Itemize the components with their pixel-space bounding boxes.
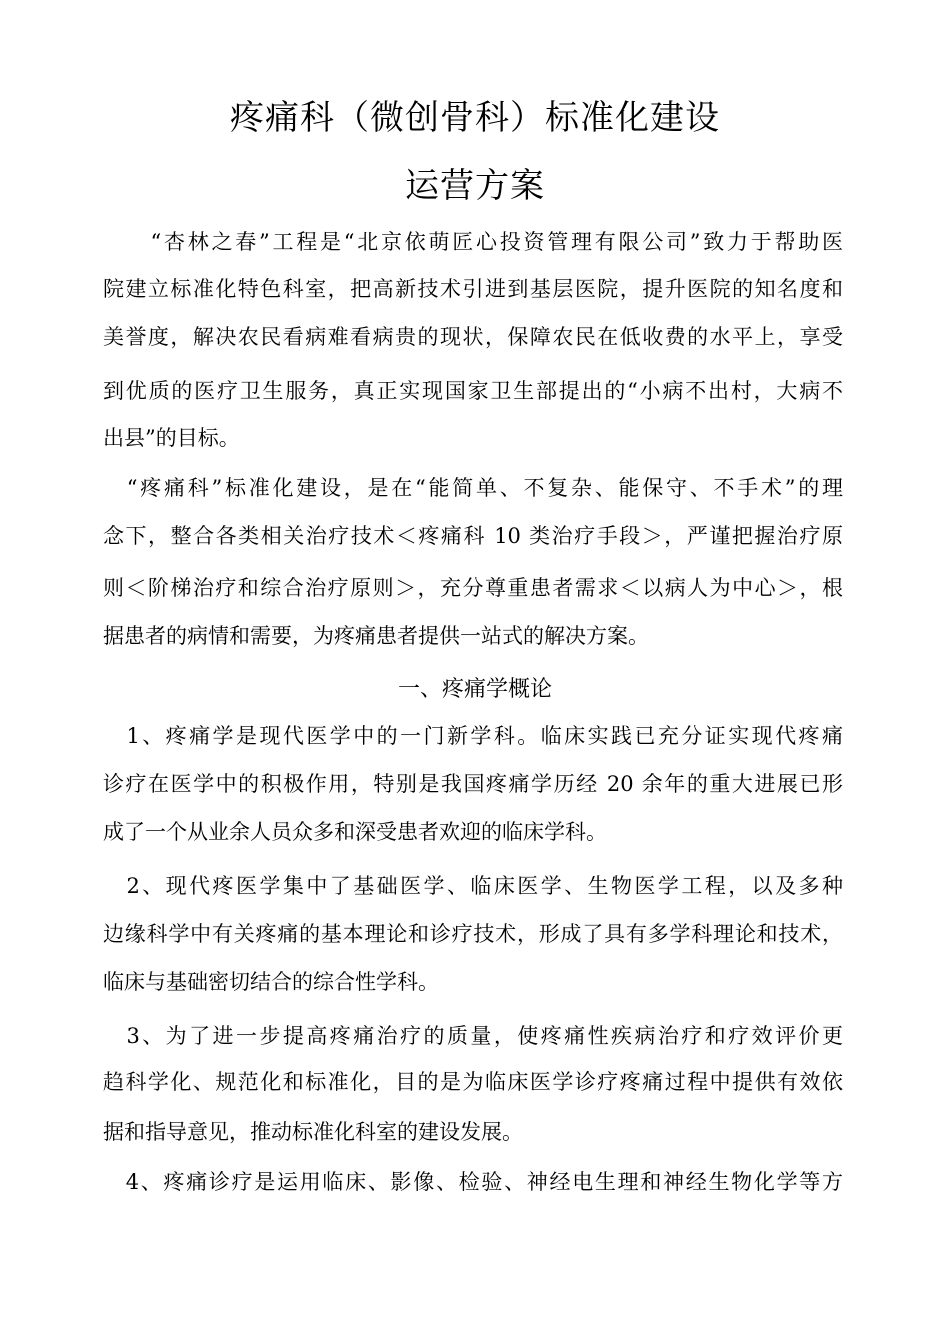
item-line: 诊疗在医学中的积极作用，特别是我国疼痛学历经 20 余年的重大进展已形 (103, 772, 843, 796)
concept-line: “疼痛科”标准化建设，是在“能简单、不复杂、能保守、不手术”的理 (103, 476, 843, 500)
document-title: 疼痛科（微创骨科）标准化建设 (230, 98, 720, 138)
item-line: 2、现代疼医学集中了基础医学、临床医学、生物医学工程，以及多种 (103, 874, 843, 898)
concept-line: 念下，整合各类相关治疗技术＜疼痛科 10 类治疗手段＞，严谨把握治疗原 (103, 524, 843, 548)
concept-line: 据患者的病情和需要，为疼痛患者提供一站式的解决方案。 (103, 624, 649, 648)
intro-line: 美誉度，解决农民看病难看病贵的现状，保障农民在低收费的水平上，享受 (103, 325, 843, 349)
item-line: 临床与基础密切结合的综合性学科。 (103, 970, 439, 994)
intro-line: 到优质的医疗卫生服务，真正实现国家卫生部提出的“小病不出村，大病不 (103, 379, 843, 403)
item-line: 3、为了进一步提高疼痛治疗的质量，使疼痛性疾病治疗和疗效评价更 (103, 1024, 843, 1048)
item-line: 4、疼痛诊疗是运用临床、影像、检验、神经电生理和神经生物化学等方 (103, 1170, 843, 1194)
intro-line: 院建立标准化特色科室，把高新技术引进到基层医院，提升医院的知名度和 (103, 277, 843, 301)
item-line: 趋科学化、规范化和标准化，目的是为临床医学诊疗疼痛过程中提供有效依 (103, 1070, 843, 1094)
section-heading: 一、疼痛学概论 (397, 677, 552, 702)
concept-line: 则＜阶梯治疗和综合治疗原则＞，充分尊重患者需求＜以病人为中心＞，根 (103, 576, 843, 600)
item-line: 据和指导意见，推动标准化科室的建设发展。 (103, 1120, 523, 1144)
item-line: 1、疼痛学是现代医学中的一门新学科。临床实践已充分证实现代疼痛 (103, 724, 843, 748)
intro-line: 出县”的目标。 (103, 426, 240, 450)
item-line: 边缘科学中有关疼痛的基本理论和诊疗技术，形成了具有多学科理论和技术， (103, 922, 843, 946)
intro-line: “杏林之春”工程是“北京依萌匠心投资管理有限公司”致力于帮助医 (103, 230, 843, 254)
document-subtitle: 运营方案 (405, 166, 545, 206)
item-line: 成了一个从业余人员众多和深受患者欢迎的临床学科。 (103, 820, 607, 844)
